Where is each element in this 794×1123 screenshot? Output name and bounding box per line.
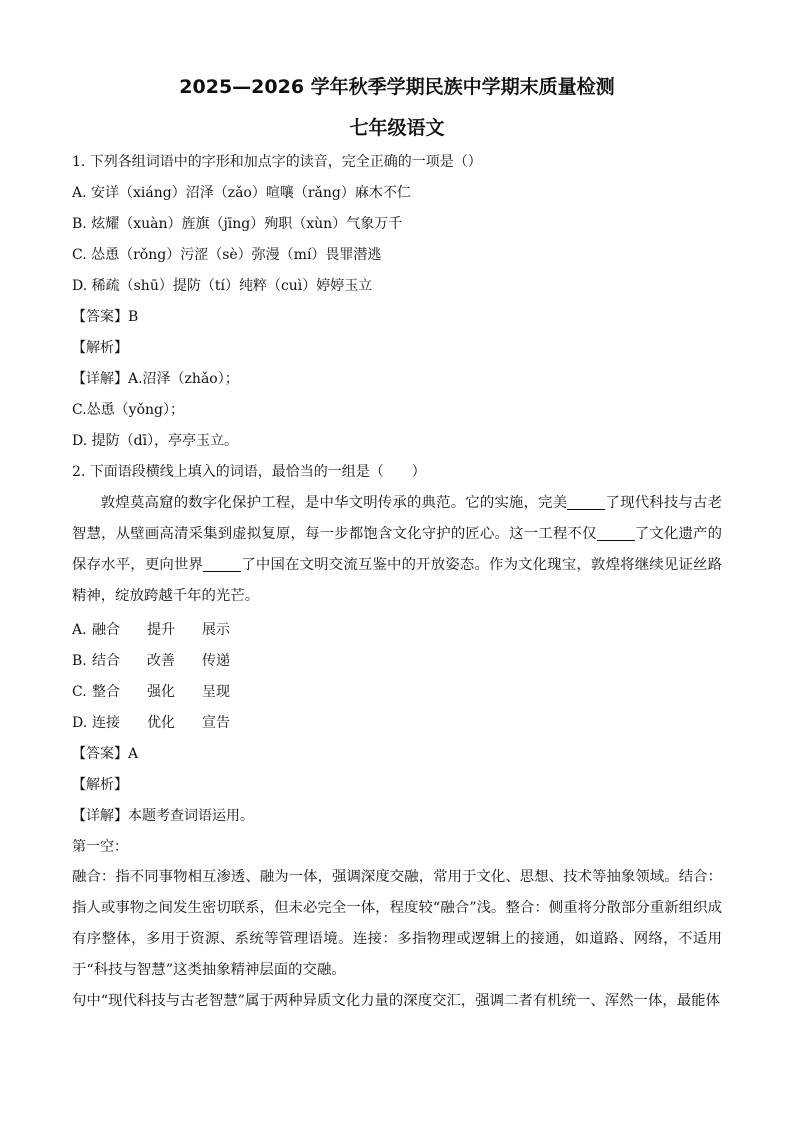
- exam-subtitle: 七年级语文: [349, 117, 445, 139]
- question-2-option-b: [72, 650, 230, 670]
- question-2-explanation-2: 句中“现代科技与古老智慧”属于两种异质文化力量的深度交汇，强调二者有机统一、浑然一体，最能体: [72, 993, 720, 1009]
- option-word-3: 呈现: [202, 684, 230, 700]
- passage-part-3: 了文化遗产的保存水平，更向世界: [72, 526, 722, 573]
- question-2-detail: 【详解】本题考查词语运用。: [72, 808, 254, 824]
- fill-blank-2: [597, 526, 635, 541]
- option-letter: D.: [72, 715, 88, 731]
- question-2-option-a: [72, 619, 230, 639]
- option-word-3: 宣告: [202, 715, 230, 731]
- question-2-analysis-label: 【解析】: [72, 777, 128, 793]
- option-word-2: 提升: [147, 622, 175, 638]
- option-letter: B.: [72, 653, 87, 669]
- option-word-1: 连接: [92, 715, 120, 731]
- question-2-stem: 2. 下面语段横线上填入的词语，最恰当的一组是（ ）: [72, 464, 426, 480]
- option-word-1: 结合: [92, 653, 120, 669]
- question-1-detail-1: 【详解】A.沼泽（zhǎo）；: [72, 371, 239, 387]
- option-word-3: 展示: [202, 622, 230, 638]
- option-letter: C.: [72, 684, 87, 700]
- option-word-1: 融合: [92, 622, 120, 638]
- question-1-option-c: C. 怂恿（rǒng）污涩（sè）弥漫（mí）畏罪潜逃: [72, 247, 382, 263]
- option-word-3: 传递: [202, 653, 230, 669]
- question-2-explanation-1: 融合：指不同事物相互渗透、融为一体，强调深度交融，常用于文化、思想、技术等抽象领域。结合：指人或事物之间发生密切联系，但未必完全一体，程度较“融合”浅。整合：侧重将分散部分重新组织成有序整体，多用于资源、系统等管理语境。连接：多指物理或逻辑上的接通，如道路、网络，不适用于“科技与智慧”这类抽象精神层面的交融。: [72, 869, 722, 978]
- question-2-option-d: [72, 712, 230, 732]
- question-2-option-c: [72, 681, 230, 701]
- question-2-answer: 【答案】A: [72, 746, 139, 762]
- passage-part-4: 了中国在文明交流互鉴中的开放姿态。作为文化瑰宝，敦煌将继续见证丝路精神，绽放跨越千年的光芒。: [72, 557, 722, 604]
- question-1-analysis-label: 【解析】: [72, 340, 128, 356]
- option-letter: A.: [72, 622, 87, 638]
- fill-blank-1: [567, 495, 605, 510]
- question-2-blank-1-label: 第一空：: [72, 839, 128, 855]
- option-word-2: 强化: [147, 684, 175, 700]
- question-1-stem: 1. 下列各组词语中的字形和加点字的读音，完全正确的一项是（）: [72, 154, 482, 170]
- question-1-detail-3: D. 提防（dī），亭亭玉立。: [72, 433, 239, 449]
- question-1-answer: 【答案】B: [72, 309, 139, 325]
- question-2-passage: [72, 488, 722, 612]
- option-word-2: 优化: [147, 715, 175, 731]
- question-1-option-a: A. 安详（xiáng）沼泽（zǎo）喧嚷（rǎng）麻木不仁: [72, 185, 411, 201]
- exam-title: 2025—2026 学年秋季学期民族中学期末质量检测: [179, 76, 615, 98]
- fill-blank-3: [203, 557, 241, 572]
- question-1-option-d: D. 稀疏（shū）提防（tí）纯粹（cuì）婷婷玉立: [72, 278, 373, 294]
- question-1-detail-2: C.怂恿（yǒng）；: [72, 402, 184, 418]
- passage-part-1: 敦煌莫高窟的数字化保护工程，是中华文明传承的典范。它的实施，完美: [100, 495, 568, 511]
- option-word-1: 整合: [92, 684, 120, 700]
- passage-part-2: 了现代科技与古老智慧，从壁画高清采集到虚拟复原，每一步都饱含文化守护的匠心。这一工程不仅: [72, 495, 722, 542]
- question-1-option-b: B. 炫耀（xuàn）旌旗（jīng）殉职（xùn）气象万千: [72, 216, 403, 232]
- option-word-2: 改善: [147, 653, 175, 669]
